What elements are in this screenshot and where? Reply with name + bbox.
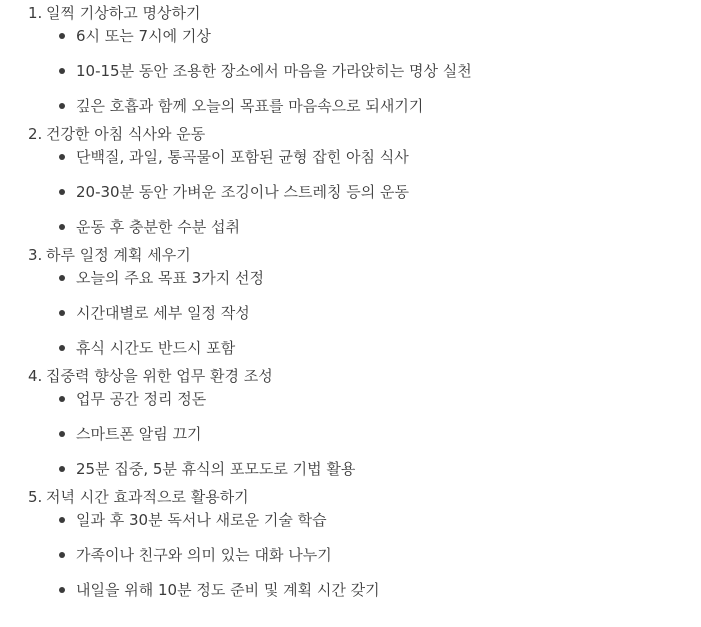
bullet-list [0,26,701,116]
list-item-text: 일과 후 30분 독서나 새로운 기술 학습 [76,511,327,529]
section-title: 건강한 아침 식사와 운동 [46,125,206,143]
bullet-icon [59,431,65,437]
list-item [0,545,701,565]
list-item-text: 20-30분 동안 가벼운 조깅이나 스트레칭 등의 운동 [76,183,410,201]
bullet-icon [59,396,65,402]
bullet-icon [59,552,65,558]
list-item [0,389,701,409]
section-number: 3. [28,246,43,264]
list-section-2 [0,124,701,237]
list-item [0,268,701,288]
bullet-list [0,389,701,479]
list-item [0,338,701,358]
list-section-1 [0,3,701,116]
bullet-icon [59,517,65,523]
section-heading [0,245,701,265]
list-item [0,510,701,530]
list-section-5 [0,487,701,600]
list-item [0,217,701,237]
bullet-icon [59,466,65,472]
list-item-text: 가족이나 친구와 의미 있는 대화 나누기 [76,546,332,564]
bullet-icon [59,587,65,593]
bullet-icon [59,224,65,230]
section-number: 1. [28,4,43,22]
list-item-text: 운동 후 충분한 수분 섭취 [76,218,240,236]
list-item-text: 휴식 시간도 반드시 포함 [76,339,236,357]
list-item-text: 10-15분 동안 조용한 장소에서 마음을 가라앉히는 명상 실천 [76,62,472,80]
list-item [0,61,701,81]
bullet-list [0,510,701,600]
list-item [0,580,701,600]
section-heading [0,3,701,23]
section-number: 2. [28,125,43,143]
bullet-list [0,268,701,358]
list-item [0,303,701,323]
bullet-icon [59,275,65,281]
list-item-text: 25분 집중, 5분 휴식의 포모도로 기법 활용 [76,460,356,478]
bullet-icon [59,345,65,351]
list-item-text: 깊은 호흡과 함께 오늘의 목표를 마음속으로 되새기기 [76,97,424,115]
list-item [0,424,701,444]
bullet-icon [59,33,65,39]
list-item-text: 스마트폰 알림 끄기 [76,425,202,443]
list-item [0,147,701,167]
bullet-icon [59,189,65,195]
bullet-icon [59,154,65,160]
list-item-text: 업무 공간 정리 정돈 [76,390,207,408]
list-item [0,26,701,46]
bullet-icon [59,310,65,316]
list-section-4 [0,366,701,479]
section-title: 하루 일정 계획 세우기 [46,246,191,264]
section-heading [0,366,701,386]
section-title: 저녁 시간 효과적으로 활용하기 [46,488,249,506]
bullet-icon [59,68,65,74]
list-item-text: 오늘의 주요 목표 3가지 선정 [76,269,265,287]
list-item [0,182,701,202]
list-item-text: 시간대별로 세부 일정 작성 [76,304,250,322]
list-item-text: 내일을 위해 10분 정도 준비 및 계획 시간 갖기 [76,581,380,599]
section-heading [0,124,701,144]
list-section-3 [0,245,701,358]
section-title: 일찍 기상하고 명상하기 [46,4,201,22]
bullet-icon [59,103,65,109]
section-title: 집중력 향상을 위한 업무 환경 조성 [46,367,273,385]
section-number: 4. [28,367,43,385]
section-heading [0,487,701,507]
list-item [0,459,701,479]
document-body [0,3,701,600]
list-item-text: 단백질, 과일, 통곡물이 포함된 균형 잡힌 아침 식사 [76,148,409,166]
list-item-text: 6시 또는 7시에 기상 [76,27,211,45]
list-item [0,96,701,116]
section-number: 5. [28,488,43,506]
bullet-list [0,147,701,237]
